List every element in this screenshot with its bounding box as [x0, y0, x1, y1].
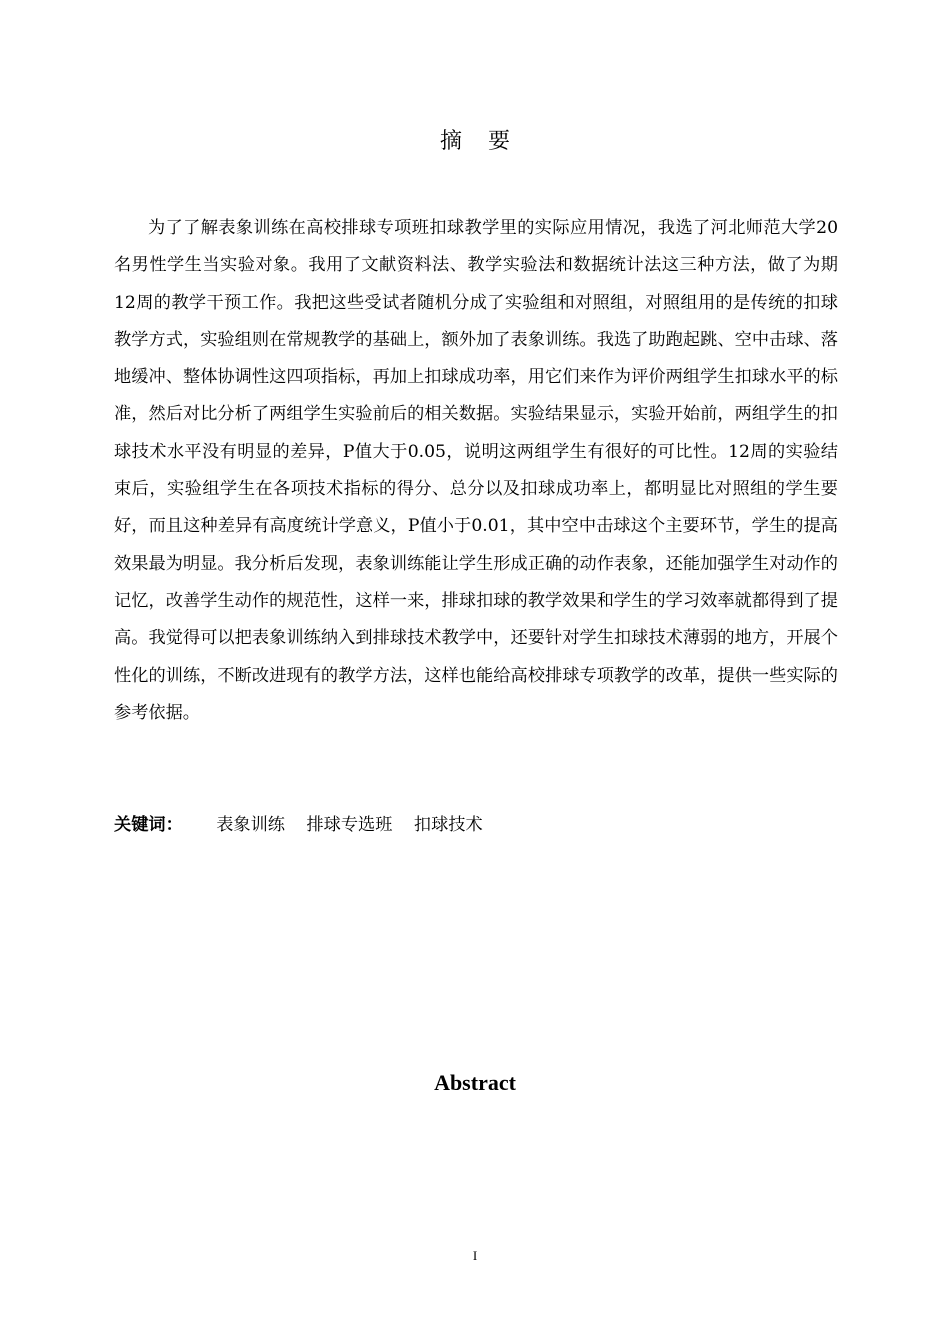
keyword-item: 扣球技术: [413, 815, 483, 835]
page-number: I: [472, 1248, 478, 1263]
english-abstract-title: Abstract: [434, 1070, 516, 1095]
keywords-label: 关键词：: [114, 815, 183, 835]
keywords-line: [114, 812, 499, 838]
chinese-abstract-body: 为了了解表象训练在高校排球专项班扣球教学里的实际应用情况，我选了河北师范大学20名男性学生当实验对象。我用了文献资料法、教学实验法和数据统计法这三种方法，做了为期12周的教学干预工作。我把这些受试者随机分成了实验组和对照组，对照组用的是传统的扣球教学方式，实验组则在常规教学的基础上，额外加了表象训练。我选了助跑起跳、空中击球、落地缓冲、整体协调性这四项指标，再加上扣球成功率，用它们来作为评价两组学生扣球水平的标准，然后对比分析了两组学生实验前后的相关数据。实验结果显示，实验开始前，两组学生的扣球技术水平没有明显的差异，P值大于0.05，说明这两组学生有很好的可比性。12周的实验结束后，实验组学生在各项技术指标的得分、总分以及扣球成功率上，都明显比对照组的学生要好，而且这种差异有高度统计学意义，P值小于0.01，其中空中击球这个主要环节，学生的提高效果最为明显。我分析后发现，表象训练能让学生形成正确的动作表象，还能加强学生对动作的记忆，改善学生动作的规范性，这样一来，排球扣球的教学效果和学生的学习效率就都得到了提高。我觉得可以把表象训练纳入到排球技术教学中，还要针对学生扣球技术薄弱的地方，开展个性化的训练，不断改进现有的教学方法，这样也能给高校排球专项教学的改革，提供一些实际的参考依据。: [114, 218, 838, 723]
keyword-item: 表象训练: [216, 815, 285, 835]
keyword-item: 排球专选班: [306, 815, 393, 835]
chinese-abstract-title: 摘要: [439, 129, 536, 154]
